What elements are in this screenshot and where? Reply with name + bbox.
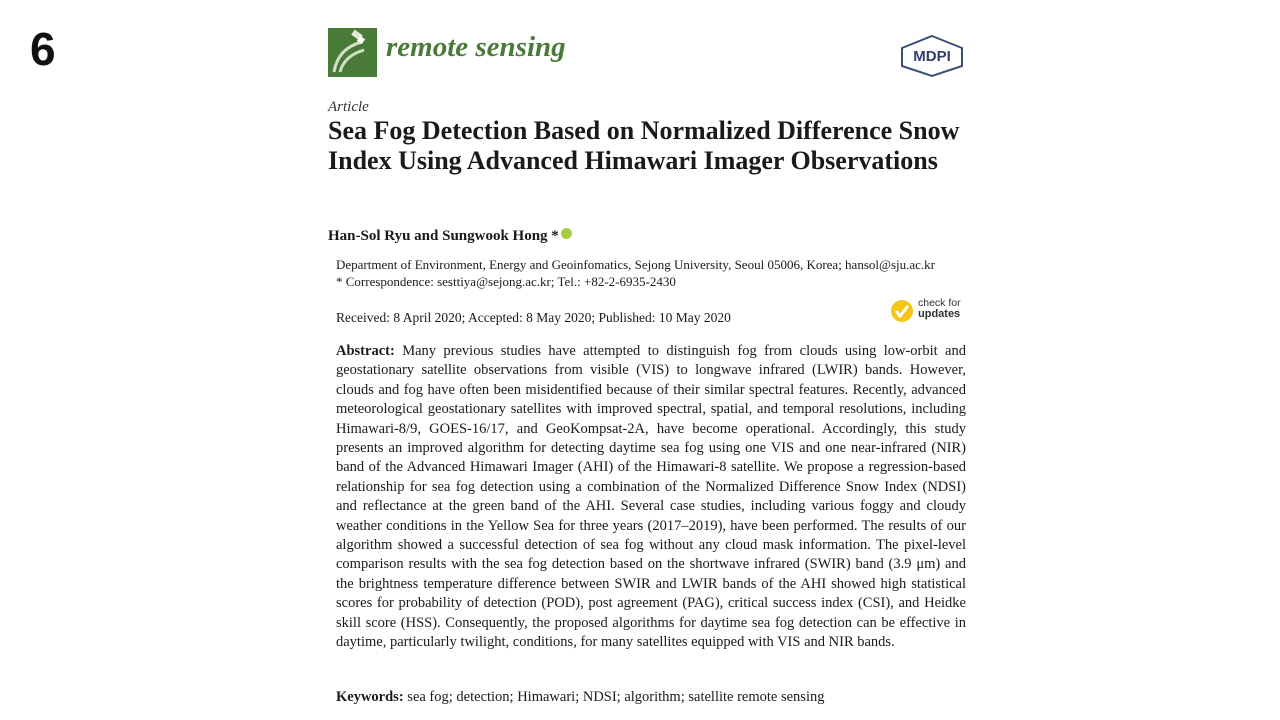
slide-number: 6 [30, 23, 56, 75]
abstract-label: Abstract: [336, 343, 395, 359]
journal-logo-icon [328, 28, 377, 77]
abstract [336, 342, 966, 653]
affiliation-block [336, 256, 976, 290]
check-for-updates-label[interactable]: check for updates [918, 297, 961, 320]
affiliation: Department of Environment, Energy and Geoinfomatics, Sejong University, Seoul 05006, Korea; hansol@sju.ac.kr [336, 257, 936, 272]
publisher-name: MDPI [913, 48, 951, 65]
keywords-text: sea fog; detection; Himawari; NDSI; algorithm; satellite remote sensing [407, 689, 825, 705]
mdpi-logo-icon [900, 34, 964, 78]
publication-dates: Received: 8 April 2020; Accepted: 8 May 2020; Published: 10 May 2020 [336, 310, 731, 325]
correspondence: * Correspondence: sesttiya@sejong.ac.kr; Tel.: +82-2-6935-2430 [336, 274, 676, 289]
paper-title: Sea Fog Detection Based on Normalized Difference Snow Index Using Advanced Himawari Imager Observations [328, 116, 960, 175]
keywords [336, 689, 824, 706]
keywords-label: Keywords: [336, 689, 404, 705]
orcid-icon[interactable] [561, 228, 572, 239]
journal-name: remote sensing [386, 31, 566, 63]
abstract-text: Many previous studies have attempted to distinguish fog from clouds using low-orbit and geostationary satellite observations from visible (VIS) to longwave infrared (LWIR) bands. However, clouds and fog have often been misidentified because of their similar spectral features. Recently, advanced meteorological geostationary satellites with improved spectral, spatial, and temporal resolutions, including Himawari-8/9, GOES-16/17, and GeoKompsat-2A, have become operational. Accordingly, this study presents an improved algorithm for detecting daytime sea fog using one VIS and one near-infrared (NIR) band of the Advanced Himawari Imager (AHI) of the Himawari-8 satellite. We propose a regression-based relationship for sea fog detection using a combination of the Normalized Difference Snow Index (NDSI) and reflectance at the green band of the AHI. Several case studies, including various foggy and cloudy weather conditions in the Yellow Sea for three years (2017–2019), have been performed. The results of our algorithm showed a successful detection of sea fog without any cloud mask information. The pixel-level comparison results with the sea fog detection based on the shortwave infrared (SWIR) band (3.9 μm) and the brightness temperature difference between SWIR and LWIR bands of the AHI showed high statistical scores for probability of detection (POD), post agreement (PAG), critical success index (CSI), and Heidke skill score (HSS). Consequently, the proposed algorithms for daytime sea fog detection can be effective in daytime, particularly twilight, conditions, for many satellites equipped with VIS and NIR bands. [336, 343, 966, 651]
authors [328, 228, 572, 245]
article-type: Article [328, 99, 369, 115]
author-names: Han-Sol Ryu and Sungwook Hong * [328, 228, 559, 244]
